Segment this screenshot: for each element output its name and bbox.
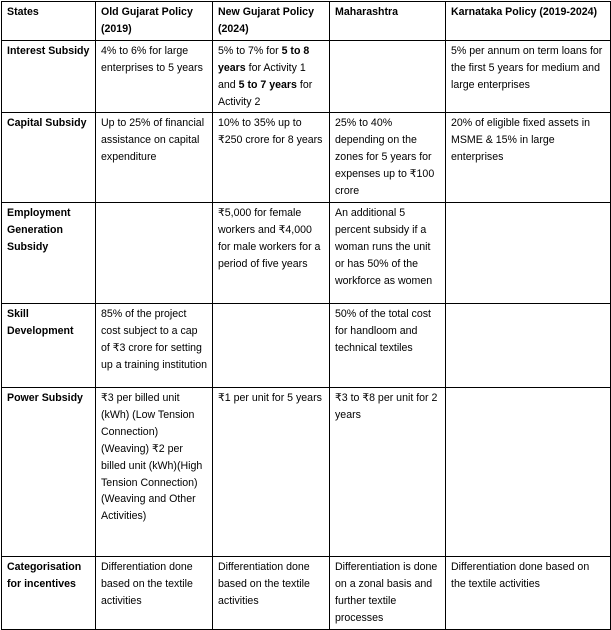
header-maharashtra: Maharashtra <box>330 2 446 41</box>
row-label: Interest Subsidy <box>2 40 96 113</box>
header-states: States <box>2 2 96 41</box>
table-row <box>2 202 611 303</box>
table-row <box>2 303 611 387</box>
table-cell <box>213 40 330 113</box>
table-cell: ₹5,000 for female workers and ₹4,000 for male workers for a period of five years <box>213 202 330 303</box>
table-row <box>2 113 611 203</box>
table-cell: ₹3 to ₹8 per unit for 2 years <box>330 387 446 556</box>
header-karnataka: Karnataka Policy (2019-2024) <box>446 2 611 41</box>
table-cell <box>446 303 611 387</box>
table-row <box>2 387 611 556</box>
row-label: Categorisation for incentives <box>2 556 96 629</box>
table-cell <box>446 202 611 303</box>
table-cell: 50% of the total cost for handloom and technical textiles <box>330 303 446 387</box>
policy-comparison-table <box>1 1 611 630</box>
table-cell <box>330 40 446 113</box>
cell-text-segment: for Activity 2 <box>218 78 313 108</box>
table-row <box>2 556 611 629</box>
row-label: Employment Generation Subsidy <box>2 202 96 303</box>
table-cell: ₹3 per billed unit (kWh) (Low Tension Connection) (Weaving) ₹2 per billed unit (kWh)(High Tension Connection) (Weaving and Other Activities) <box>96 387 213 556</box>
table-cell <box>96 202 213 303</box>
cell-text-bold: 5 to 8 years <box>218 44 310 74</box>
table-row <box>2 40 611 113</box>
table-cell: Differentiation done based on the textile activities <box>96 556 213 629</box>
table-cell <box>213 303 330 387</box>
cell-text-segment: 5% to 7% for <box>218 44 282 57</box>
header-row <box>2 2 611 41</box>
table-cell: Differentiation is done on a zonal basis and further textile processes <box>330 556 446 629</box>
table-cell: Differentiation done based on the textile activities <box>446 556 611 629</box>
table-cell: Up to 25% of financial assistance on capital expenditure <box>96 113 213 203</box>
table-cell: 25% to 40% depending on the zones for 5 years for expenses up to ₹100 crore <box>330 113 446 203</box>
table-cell: 5% per annum on term loans for the first 5 years for medium and large enterprises <box>446 40 611 113</box>
header-old-gujarat: Old Gujarat Policy (2019) <box>96 2 213 41</box>
cell-text-segment: for Activity 1 and <box>218 61 306 91</box>
table-cell <box>446 387 611 556</box>
row-label: Power Subsidy <box>2 387 96 556</box>
table-cell: An additional 5 percent subsidy if a woman runs the unit or has 50% of the workforce as women <box>330 202 446 303</box>
cell-text-bold: 5 to 7 years <box>238 78 297 91</box>
table-cell: 85% of the project cost subject to a cap of ₹3 crore for setting up a training institution <box>96 303 213 387</box>
row-label: Skill Development <box>2 303 96 387</box>
header-new-gujarat: New Gujarat Policy (2024) <box>213 2 330 41</box>
row-label: Capital Subsidy <box>2 113 96 203</box>
table-cell: 20% of eligible fixed assets in MSME & 15% in large enterprises <box>446 113 611 203</box>
table-cell: Differentiation done based on the textile activities <box>213 556 330 629</box>
table-cell: ₹1 per unit for 5 years <box>213 387 330 556</box>
table-cell: 4% to 6% for large enterprises to 5 years <box>96 40 213 113</box>
table-cell: 10% to 35% up to ₹250 crore for 8 years <box>213 113 330 203</box>
